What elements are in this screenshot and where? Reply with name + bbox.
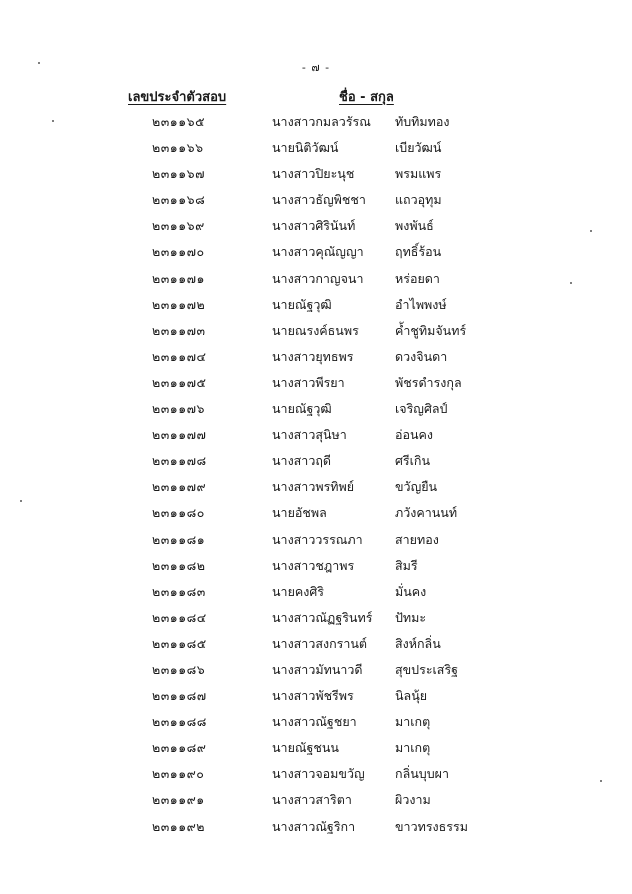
list-item	[0, 188, 632, 214]
list-item	[0, 162, 632, 188]
candidate-first-name: นางสาวพัชรีพร	[272, 688, 354, 704]
list-item	[0, 632, 632, 658]
candidate-first-name: นางสาวศิรินันท์	[272, 218, 356, 234]
candidate-last-name: หร่อยดา	[395, 270, 440, 286]
header-id: เลขประจำตัวสอบ	[128, 90, 227, 105]
candidate-id: ๒๓๑๑๙๑	[152, 792, 205, 808]
list-item	[0, 240, 632, 266]
list-item	[0, 136, 632, 162]
candidate-last-name: ศรีเกิน	[395, 453, 431, 469]
candidate-last-name: ภวังคานนท์	[395, 505, 458, 521]
candidate-first-name: นางสาวสาริตา	[272, 792, 352, 808]
candidate-first-name: นายณัฐวุฒิ	[272, 296, 332, 312]
candidate-first-name: นางสาวณัฐริกา	[272, 818, 356, 834]
list-item	[0, 815, 632, 841]
scan-speck	[20, 500, 22, 502]
list-item	[0, 397, 632, 423]
candidate-first-name: นางสาวสงกรานต์	[272, 635, 368, 651]
candidate-last-name: มาเกตุ	[395, 714, 431, 730]
list-item	[0, 606, 632, 632]
candidate-id: ๒๓๑๑๖๙	[152, 218, 205, 234]
candidate-id: ๒๓๑๑๙๒	[152, 818, 206, 834]
list-item	[0, 580, 632, 606]
candidate-id: ๒๓๑๑๗๑	[152, 270, 205, 286]
header-name: ชื่อ - สกุล	[339, 90, 394, 105]
candidate-first-name: นางสาวปิยะนุช	[272, 166, 355, 182]
candidate-id: ๒๓๑๑๖๘	[152, 192, 206, 208]
page-number: - ๗ -	[301, 61, 331, 74]
candidate-last-name: อ่อนคง	[395, 427, 434, 443]
candidate-last-name: พงพันธ์	[395, 218, 434, 234]
list-item	[0, 684, 632, 710]
candidate-first-name: นางสาวณัฏฐรินทร์	[272, 609, 373, 625]
candidate-id: ๒๓๑๑๘๓	[152, 583, 206, 599]
candidate-last-name: สิมรี	[395, 557, 418, 573]
list-item	[0, 267, 632, 293]
candidate-id: ๒๓๑๑๙๐	[152, 766, 205, 782]
candidate-last-name: ฤทธิ์ร้อน	[395, 244, 442, 260]
candidate-id: ๒๓๑๑๗๖	[152, 401, 205, 417]
candidate-first-name: นางสาวยุทธพร	[272, 348, 354, 364]
candidate-last-name: กลิ่นบุบผา	[395, 766, 449, 782]
candidate-id: ๒๓๑๑๖๖	[152, 140, 204, 156]
candidate-first-name: นางสาววรรณภา	[272, 531, 363, 547]
candidate-last-name: เบียวัฒน์	[395, 140, 442, 156]
scan-speck	[600, 780, 602, 782]
candidate-first-name: นางสาวกาญจนา	[272, 270, 364, 286]
candidate-last-name: ทับทิมทอง	[395, 114, 450, 129]
candidate-id: ๒๓๑๑๗๔	[152, 348, 207, 364]
candidate-first-name: นางสาวมัทนาวดี	[272, 661, 363, 677]
candidate-first-name: นางสาวฤดี	[272, 453, 332, 469]
candidate-id: ๒๓๑๑๗๒	[152, 296, 206, 312]
list-item	[0, 554, 632, 580]
candidate-first-name: นายอัชพล	[272, 505, 327, 521]
candidate-last-name: ผิวงาม	[395, 792, 431, 808]
list-item	[0, 345, 632, 371]
list-item	[0, 762, 632, 788]
candidate-first-name: นางสาวพรทิพย์	[272, 479, 355, 495]
candidate-first-name: นางสาวณัฐชยา	[272, 714, 357, 730]
list-item	[0, 110, 632, 136]
candidate-last-name: ค้ำชูทิมจันทร์	[395, 322, 467, 338]
list-item	[0, 501, 632, 527]
list-item	[0, 449, 632, 475]
candidate-first-name: นางสาวชฎาพร	[272, 557, 355, 573]
list-item	[0, 788, 632, 814]
candidate-id: ๒๓๑๑๘๐	[152, 505, 205, 521]
list-item	[0, 423, 632, 449]
candidate-id: ๒๓๑๑๘๙	[152, 740, 207, 756]
candidate-last-name: นิลนุ้ย	[395, 688, 428, 704]
list-item	[0, 736, 632, 762]
candidate-id: ๒๓๑๑๗๕	[152, 374, 207, 390]
candidate-id: ๒๓๑๑๖๕	[152, 114, 206, 129]
list-item	[0, 319, 632, 345]
candidate-list	[0, 110, 632, 841]
candidate-last-name: ปัทมะ	[395, 609, 427, 625]
candidate-last-name: แถวอุทุม	[395, 192, 442, 208]
scan-speck	[38, 62, 40, 64]
candidate-last-name: ขวัญยืน	[395, 479, 438, 495]
scan-speck	[570, 282, 572, 284]
candidate-last-name: พรมแพร	[395, 166, 442, 182]
candidate-last-name: ขาวทรงธรรม	[395, 818, 468, 834]
candidate-id: ๒๓๑๑๘๗	[152, 688, 207, 704]
list-item	[0, 658, 632, 684]
candidate-id: ๒๓๑๑๘๖	[152, 661, 206, 677]
candidate-id: ๒๓๑๑๗๓	[152, 322, 206, 338]
candidate-last-name: มาเกตุ	[395, 740, 431, 756]
candidate-last-name: มั่นคง	[395, 583, 427, 599]
candidate-last-name: ดวงจินดา	[395, 348, 448, 364]
candidate-first-name: นางสาวจอมขวัญ	[272, 766, 365, 782]
candidate-id: ๒๓๑๑๖๗	[152, 166, 205, 182]
candidate-first-name: นางสาวพีรยา	[272, 374, 345, 390]
candidate-first-name: นายณัฐชนน	[272, 740, 339, 756]
candidate-last-name: สายทอง	[395, 531, 439, 547]
candidate-first-name: นางสาวธัญพิชชา	[272, 192, 366, 208]
candidate-last-name: พัชรดำรงกุล	[395, 374, 462, 390]
candidate-id: ๒๓๑๑๘๕	[152, 635, 207, 651]
list-item	[0, 214, 632, 240]
candidate-first-name: นายนิติวัฒน์	[272, 140, 339, 156]
candidate-id: ๒๓๑๑๘๑	[152, 531, 206, 547]
candidate-first-name: นางสาวคุณัญญา	[272, 244, 364, 260]
candidate-id: ๒๓๑๑๗๗	[152, 427, 207, 443]
list-item	[0, 293, 632, 319]
candidate-first-name: นายณัฐวุฒิ	[272, 401, 332, 417]
candidate-id: ๒๓๑๑๘๔	[152, 609, 207, 625]
candidate-first-name: นางสาวสุนิษา	[272, 427, 347, 443]
candidate-id: ๒๓๑๑๗๙	[152, 479, 207, 495]
list-item	[0, 710, 632, 736]
list-item	[0, 475, 632, 501]
candidate-id: ๒๓๑๑๘๘	[152, 714, 207, 730]
candidate-last-name: สุขประเสริฐ	[395, 661, 459, 677]
list-item	[0, 528, 632, 554]
scan-speck	[52, 120, 54, 122]
candidate-id: ๒๓๑๑๘๒	[152, 557, 206, 573]
candidate-last-name: เจริญศิลป์	[395, 401, 448, 417]
candidate-id: ๒๓๑๑๗๐	[152, 244, 205, 260]
candidate-id: ๒๓๑๑๗๘	[152, 453, 207, 469]
candidate-first-name: นายณรงค์ธนพร	[272, 322, 359, 338]
candidate-first-name: นางสาวกมลวรัรณ	[272, 114, 371, 129]
list-item	[0, 371, 632, 397]
scan-speck	[590, 230, 592, 232]
candidate-first-name: นายคงศิริ	[272, 583, 325, 599]
candidate-last-name: อำไพพงษ์	[395, 296, 447, 312]
candidate-last-name: สิงห์กลิ่น	[395, 635, 441, 651]
